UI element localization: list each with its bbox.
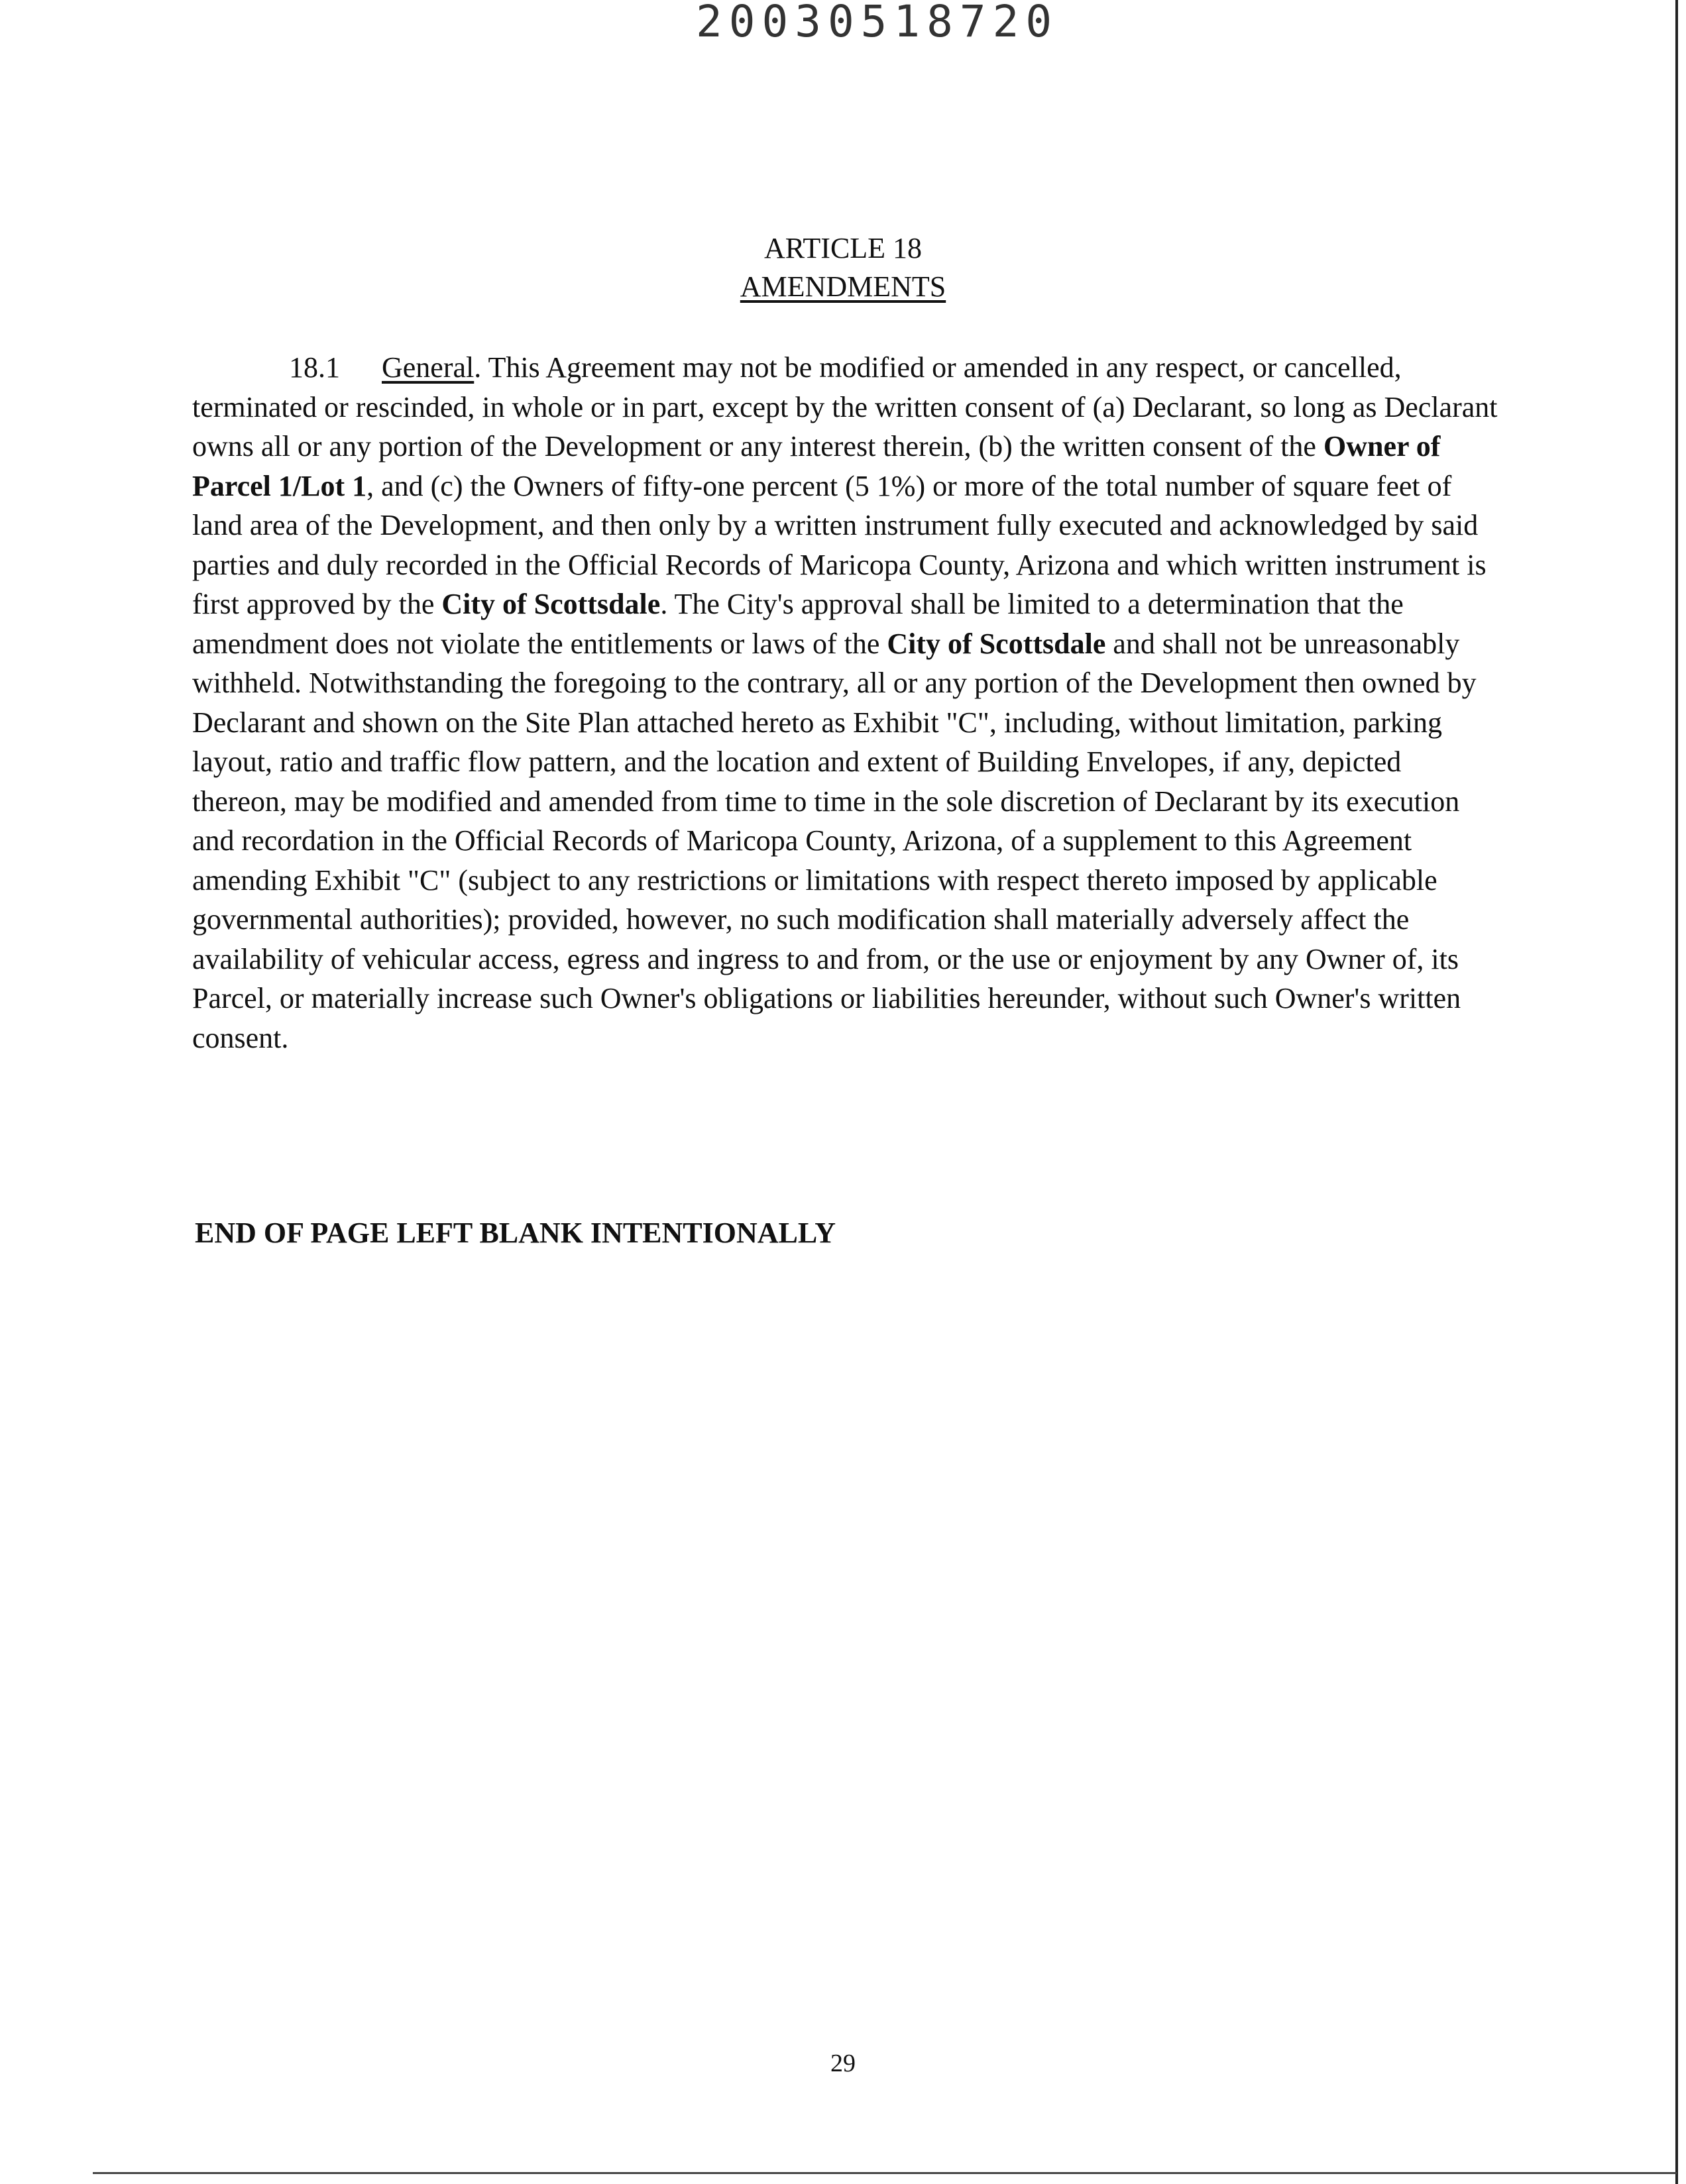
section-text-3: . The City's approval shall be limited to a determination that the amendment does not violate the entitlements or laws of the bbox=[192, 588, 1404, 660]
section-text-2: , and (c) the Owners of fifty-one percent (5 1%) or more of the total number of square feet of land area of the Development, and then only by a written instrument fully executed and acknowledged by said parties and duly recorded in the Official Records of Maricopa County, Arizona and which written instrument is first approved by the bbox=[192, 469, 1487, 620]
article-title: ARTICLE 18 bbox=[763, 232, 923, 264]
page-number: 29 bbox=[830, 2049, 856, 2077]
document-number: 20030518720 bbox=[696, 0, 1059, 47]
article-heading bbox=[0, 229, 1686, 306]
article-subtitle: AMENDMENTS bbox=[740, 270, 946, 303]
section-number: 18.1 bbox=[289, 351, 340, 384]
city-name-term-2: City of Scottsdale bbox=[887, 627, 1106, 660]
section-text-4: and shall not be unreasonably withheld. Notwithstanding the foregoing to the contrary, all or any portion of the Development then owned by Declarant and shown on the Site Plan attached hereto as Exhibit "C", including, without limitation, parking layout, ratio and traffic flow pattern, and the location and extent of Building Envelopes, if any, depicted thereon, may be modified and amended from time to time in the sole discretion of Declarant by its execution and recordation in the Official Records of Maricopa County, Arizona, of a supplement to this Agreement amending Exhibit "C" (subject to any restrictions or limitations with respect thereto imposed by applicable governmental authorities); provided, however, no such modification shall materially adversely affect the availability of vehicular access, egress and ingress to and from, or the use or enjoyment by any Owner of, its Parcel, or materially increase such Owner's obligations or liabilities hereunder, without such Owner's written consent. bbox=[192, 627, 1477, 1054]
right-edge-rule bbox=[1675, 0, 1678, 2184]
section-18-1 bbox=[192, 348, 1498, 1058]
owner-parcel-term: Owner of Parcel 1/Lot 1 bbox=[192, 430, 1441, 502]
city-name-term-1: City of Scottsdale bbox=[441, 588, 661, 620]
section-label: General bbox=[382, 351, 475, 384]
section-text-1: . This Agreement may not be modified or amended in any respect, or cancelled, terminated or rescinded, in whole or in part, except by the written consent of (a) Declarant, so long as Declarant owns all or any portion of the Development or any interest therein, (b) the written consent of the bbox=[192, 351, 1498, 463]
bottom-rule bbox=[93, 2172, 1677, 2174]
end-of-page-note: END OF PAGE LEFT BLANK INTENTIONALLY bbox=[195, 1217, 836, 1249]
